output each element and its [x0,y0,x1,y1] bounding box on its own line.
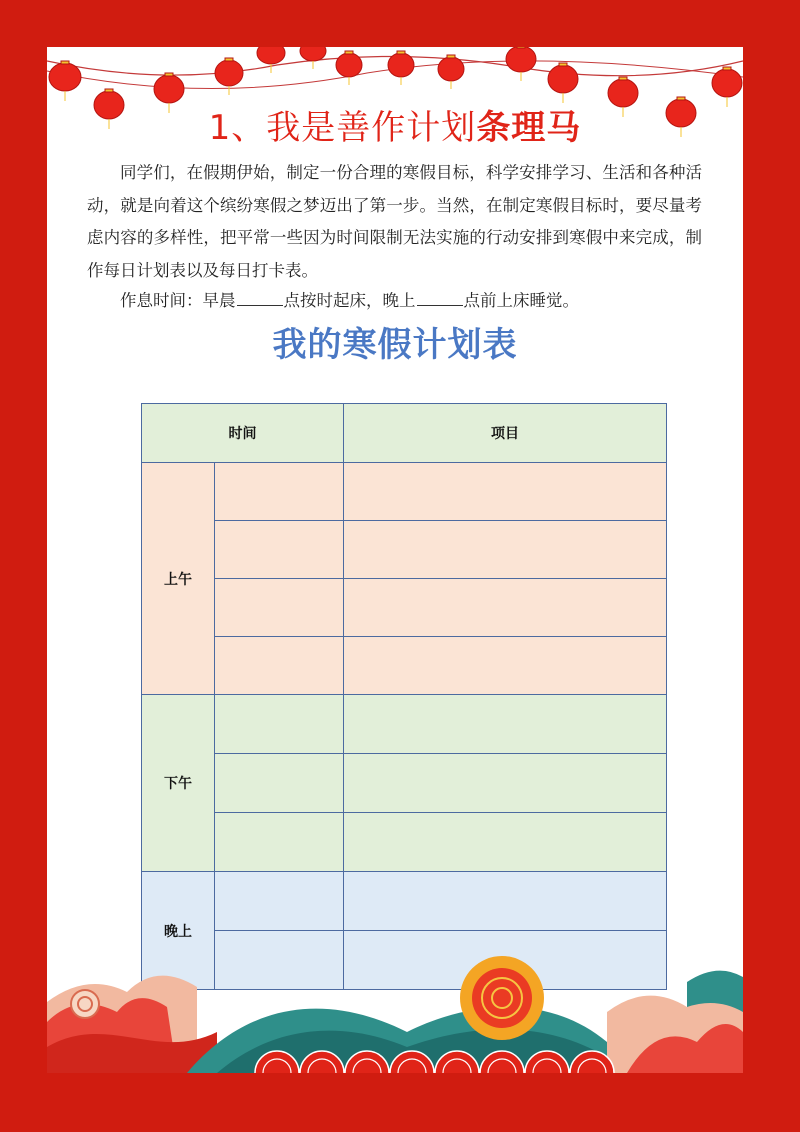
afternoon-label: 下午 [142,695,215,872]
table-header-row [142,404,667,463]
table-row [142,872,667,931]
lantern-icon [336,51,362,85]
lantern-icon [548,63,578,103]
sleep-suffix: 点前上床睡觉。 [463,291,579,310]
lantern-icon [300,47,326,69]
lantern-icon [215,58,243,95]
item-cell[interactable] [344,754,667,813]
table-row [142,695,667,754]
table-row [142,521,667,579]
time-cell[interactable] [215,872,344,931]
section-heading-emphasis: 条理马 [476,108,582,148]
item-cell[interactable] [344,521,667,579]
table-row [142,463,667,521]
schedule-label: 作息时间：早晨 [120,291,236,310]
intro-paragraph: 同学们，在假期伊始，制定一份合理的寒假目标，科学安排学习、生活和各种活动，就是向着这个缤纷寒假之梦迈出了第一步。当然，在制定寒假目标时，要尽量考虑内容的多样性，把平常一些因为时间限制无法实施的行动安排到寒假中来完成，制作每日计划表以及每日打卡表。 [87,163,702,280]
schedule-line [120,287,579,311]
time-cell[interactable] [215,521,344,579]
section-heading-prefix: 1、我是善作计划 [208,108,477,148]
item-cell[interactable] [344,872,667,931]
table-row [142,579,667,637]
time-cell[interactable] [215,579,344,637]
table-row [142,813,667,872]
lantern-icon [388,51,414,85]
item-cell[interactable] [344,637,667,695]
time-cell[interactable] [215,695,344,754]
plan-title: 我的寒假计划表 [272,325,518,365]
morning-label: 上午 [142,463,215,695]
table-row [142,754,667,813]
wake-time-blank[interactable] [237,291,283,306]
lantern-icon [49,61,81,101]
section-heading [47,100,743,149]
wake-suffix: 点按时起床，晚上 [283,291,416,310]
item-cell[interactable] [344,463,667,521]
lantern-icon [257,47,285,73]
lantern-icon [506,47,536,81]
lantern-icon [438,55,464,89]
festive-clouds-waves-decoration [47,952,743,1073]
sleep-time-blank[interactable] [417,291,463,306]
time-cell[interactable] [215,754,344,813]
table-row [142,637,667,695]
item-cell[interactable] [344,813,667,872]
header-item: 项目 [344,404,667,463]
item-cell[interactable] [344,695,667,754]
document-page [47,47,743,1073]
header-time: 时间 [142,404,344,463]
evening-label: 晚上 [142,872,215,990]
time-cell[interactable] [215,637,344,695]
time-cell[interactable] [215,813,344,872]
item-cell[interactable] [344,579,667,637]
time-cell[interactable] [215,463,344,521]
plan-table [141,403,667,990]
